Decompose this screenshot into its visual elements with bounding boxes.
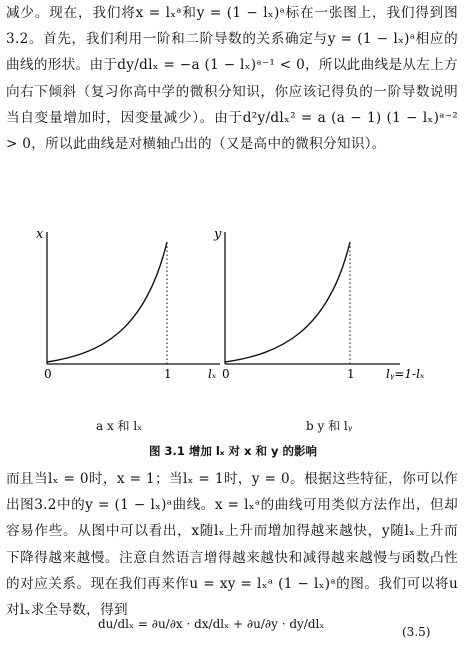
paragraph-2: 而且当lₓ = 0时，x = 1；当lₓ = 1时，y = 0。根据这些特征，你可以作出图3.2中的y = (1 − lₓ)ᵃ曲线。x = lₓᵃ的曲线可用类似方法作出，但却容易作些。从图中可以看出，x随lₓ上升而增加得越来越快，y随lₓ上升而下降得越来越慢。注意自然语言增得越来越快和减得越来越慢与函数凸性的对应关系。现在我们再来作u = xy = lₓᵃ (1 − lₓ)ᵃ的图。我们可以将u对lₓ求全导数，得到	[6, 471, 458, 619]
tick-label: 1	[164, 367, 172, 381]
origin-label: 0	[222, 367, 230, 381]
x-axis-label: lᵧ=1-lₓ	[386, 367, 425, 381]
figure-panel-b	[210, 222, 450, 382]
origin-label: 0	[44, 367, 52, 381]
x-axis-label: lₓ	[208, 367, 217, 381]
curve-y	[225, 242, 350, 362]
curve-x	[47, 242, 167, 362]
y-axis-label: y	[214, 227, 222, 242]
figure-panel-a	[30, 222, 230, 382]
equation: du/dlₓ = ∂u/∂x · dx/dlₓ + ∂u/∂y · dy/dlₓ	[98, 617, 325, 631]
tick-label: 1	[347, 367, 355, 381]
caption-a: a x 和 lₓ	[96, 419, 143, 433]
figure-title: 图 3.1 增加 lₓ 对 x 和 y 的影响	[148, 444, 317, 458]
caption-b: b y 和 lᵧ	[306, 419, 353, 433]
paragraph-1: 减少。现在，我们将x = lₓᵃ和y = (1 − lₓ)ᵃ标在一张图上，我们得到图3.2。首先，我们利用一阶和二阶导数的关系确定与y = (1 − lₓ)ᵃ相应的曲线的形状。由于dy/dlₓ = −a (1 − lₓ)ᵃ⁻¹ < 0，所以此曲线是从左上方向右下倾斜（复习你高中学的微积分知识，你应该记得负的一阶导数说明当自变量增加时，因变量减少）。由于d²y/dlₓ² = a (a − 1) (1 − lₓ)ᵃ⁻² > 0，所以此曲线是对横轴凸出的（又是高中的微积分知识）。	[6, 5, 458, 153]
equation-number: (3.5)	[402, 625, 431, 639]
y-axis-label: x	[36, 227, 44, 242]
